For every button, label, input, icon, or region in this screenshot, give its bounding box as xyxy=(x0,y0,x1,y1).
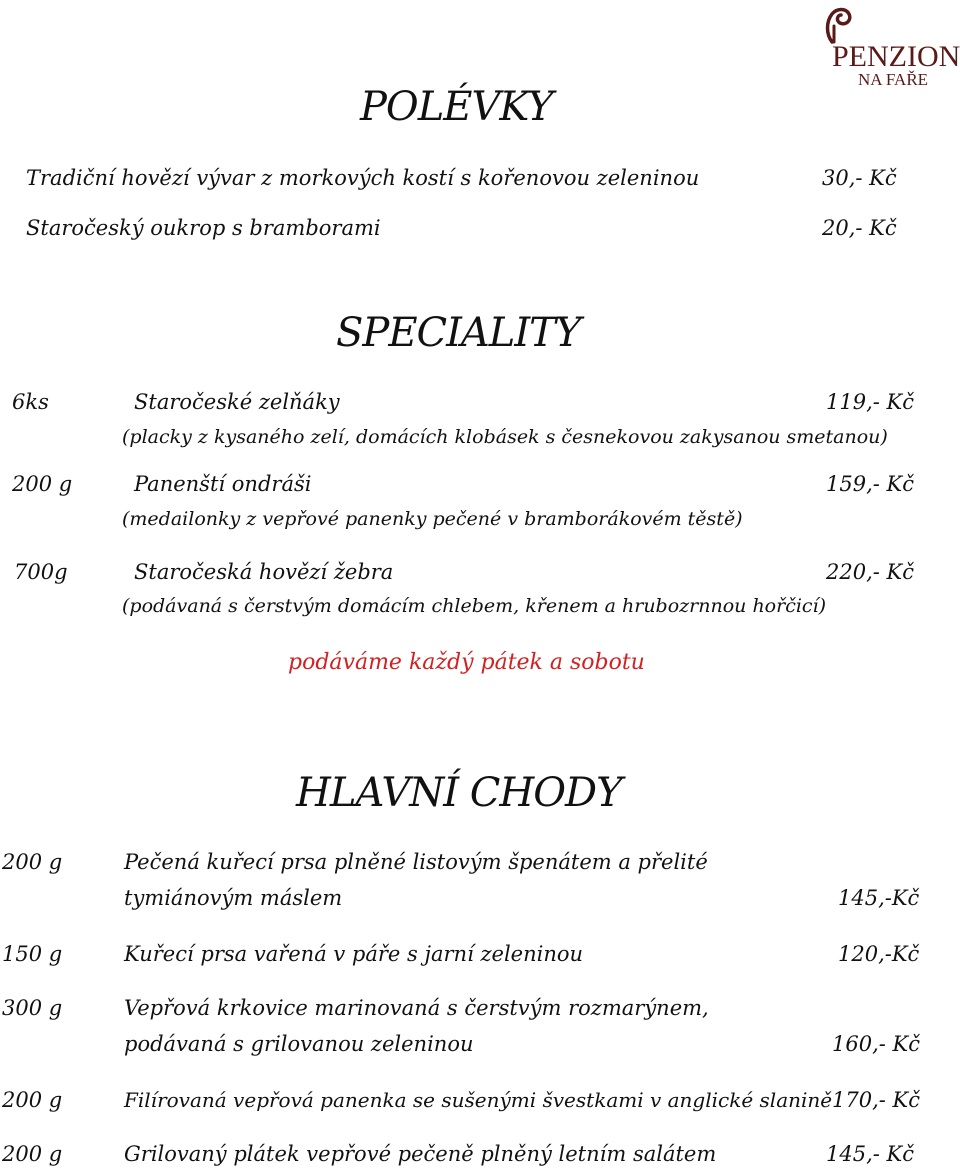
section-heading-hlavni-chody: HLAVNÍ CHODY xyxy=(296,770,622,816)
menu-item-price: 20,- Kč xyxy=(822,216,897,240)
menu-item-price: 145,-Kč xyxy=(838,886,920,910)
menu-item-price: 170,- Kč xyxy=(832,1088,920,1112)
menu-item-quantity: 200 g xyxy=(2,1088,63,1112)
menu-item-description: (placky z kysaného zelí, domácích klobásek s česnekovou zakysanou smetanou) xyxy=(122,426,888,448)
menu-item-description: (medailonky z vepřové panenky pečené v bramborákovém těstě) xyxy=(122,508,743,530)
menu-item-price: 120,-Kč xyxy=(838,942,920,966)
menu-item-name: Tradiční hovězí vývar z morkových kostí s kořenovou zeleninou xyxy=(26,166,700,190)
menu-item-price: 159,- Kč xyxy=(826,472,914,496)
menu-item-name: Panenští ondráši xyxy=(134,472,312,496)
menu-item-description: (podávaná s čerstvým domácím chlebem, křenem a hrubozrnnou hořčicí) xyxy=(122,595,827,617)
menu-item-name: Pečená kuřecí prsa plněné listovým špenátem a přelité xyxy=(124,850,708,874)
menu-item-quantity: 6ks xyxy=(12,390,49,414)
menu-item-name: Staročeské zelňáky xyxy=(134,390,340,414)
menu-item-quantity: 150 g xyxy=(2,942,63,966)
menu-item-name: Staročeský oukrop s bramborami xyxy=(26,216,381,240)
menu-item-price: 220,- Kč xyxy=(826,560,914,584)
menu-item-name: Kuřecí prsa vařená v páře s jarní zeleninou xyxy=(124,942,584,966)
menu-item-name: Vepřová krkovice marinovaná s čerstvým rozmarýnem, xyxy=(124,996,709,1020)
swirl-logo-icon xyxy=(822,4,856,44)
menu-item-name: Staročeská hovězí žebra xyxy=(134,560,394,584)
menu-item-quantity: 200 g xyxy=(12,472,73,496)
menu-item-name: Grilovaný plátek vepřové pečeně plněný letním salátem xyxy=(124,1142,717,1166)
menu-item-price: 119,- Kč xyxy=(826,390,914,414)
menu-item-quantity: 200 g xyxy=(2,1142,63,1166)
section-heading-speciality: SPECIALITY xyxy=(336,310,581,356)
logo-title: PENZION xyxy=(832,40,960,73)
menu-item-quantity: 300 g xyxy=(2,996,63,1020)
menu-item-quantity: 700g xyxy=(14,560,68,584)
menu-item-price: 145,- Kč xyxy=(826,1142,914,1166)
menu-item-quantity: 200 g xyxy=(2,850,63,874)
menu-item-name-cont: podávaná s grilovanou zeleninou xyxy=(124,1032,474,1056)
penzion-logo xyxy=(818,4,958,88)
logo-subtitle: NA FAŘE xyxy=(858,70,929,89)
special-note: podáváme každý pátek a sobotu xyxy=(288,650,645,675)
section-heading-polevky: POLÉVKY xyxy=(360,84,553,130)
menu-item-name-cont: tymiánovým máslem xyxy=(124,886,343,910)
menu-item-name: Filírovaná vepřová panenka se sušenými švestkami v anglické slanině xyxy=(124,1088,833,1112)
menu-item-price: 160,- Kč xyxy=(832,1032,920,1056)
menu-item-price: 30,- Kč xyxy=(822,166,897,190)
